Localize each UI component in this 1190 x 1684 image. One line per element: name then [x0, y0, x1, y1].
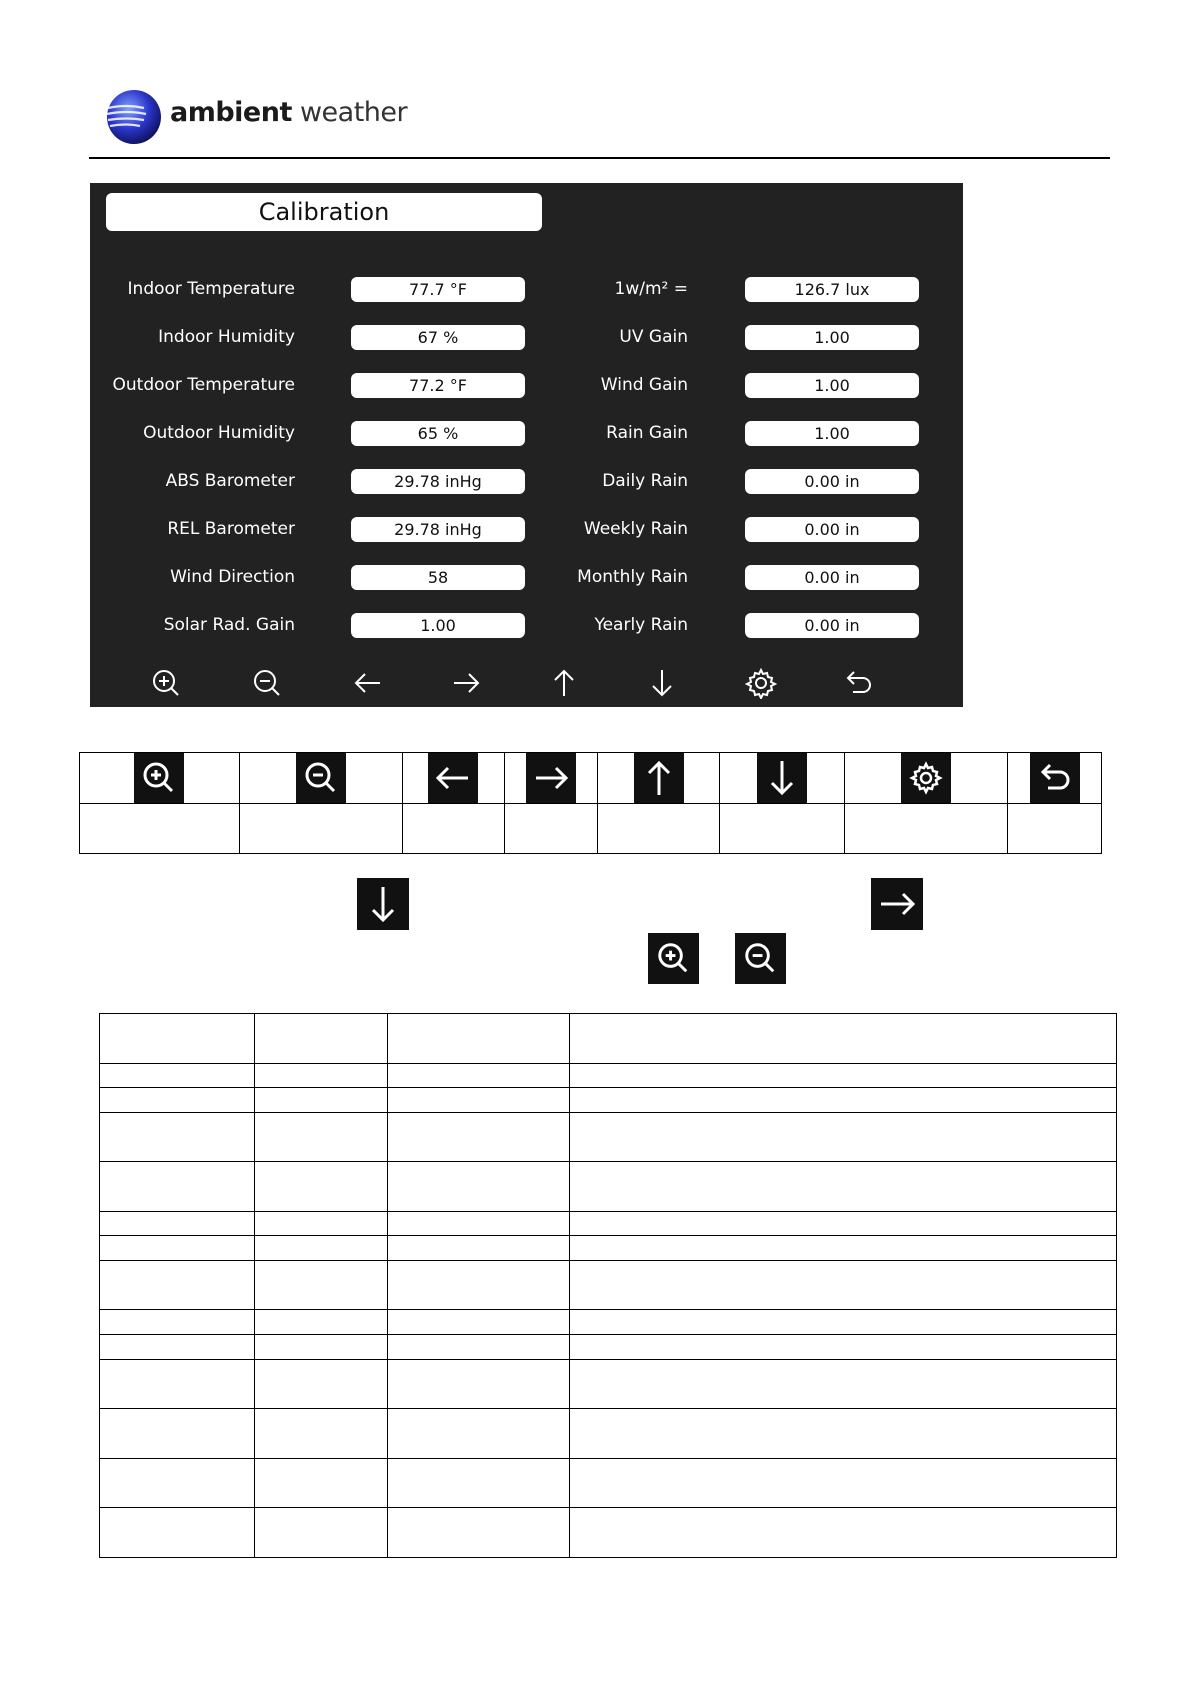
table-cell [254, 1335, 387, 1360]
outdoor-humidity-field[interactable]: 65 % [351, 421, 525, 446]
field-label: Wind Gain [600, 375, 688, 395]
table-row [100, 1064, 1117, 1088]
table-cell [100, 1162, 255, 1212]
zoom-in-icon [648, 933, 699, 984]
table-cell [387, 1335, 569, 1360]
arrow-up-icon[interactable] [547, 666, 581, 700]
table-cell [80, 804, 240, 854]
table-cell [569, 1310, 1116, 1335]
table-cell [569, 1088, 1116, 1113]
table-cell [845, 753, 1008, 804]
table-cell [254, 1212, 387, 1236]
solar-rad-gain-field[interactable]: 1.00 [351, 613, 525, 638]
table-cell [254, 1113, 387, 1162]
table-cell [239, 804, 402, 854]
table-row [100, 1459, 1117, 1508]
zoom-out-icon [296, 753, 346, 803]
table-cell [569, 1162, 1116, 1212]
table-cell [100, 1014, 255, 1064]
arrow-left-icon [428, 753, 478, 803]
table-cell [598, 753, 720, 804]
table-cell [569, 1014, 1116, 1064]
table-row [100, 1088, 1117, 1113]
table-row [100, 1360, 1117, 1409]
rain-gain-field[interactable]: 1.00 [745, 421, 919, 446]
field-label: Yearly Rain [594, 615, 688, 635]
table-cell [254, 1014, 387, 1064]
table-row [100, 1409, 1117, 1459]
table-cell [845, 804, 1008, 854]
table-row [100, 1162, 1117, 1212]
table-cell [569, 1212, 1116, 1236]
table-cell [504, 753, 598, 804]
arrow-down-icon [357, 878, 409, 930]
table-cell [504, 804, 598, 854]
table-cell [100, 1335, 255, 1360]
table-row [100, 1335, 1117, 1360]
return-icon[interactable] [842, 666, 876, 700]
table-cell [387, 1409, 569, 1459]
screen-title: Calibration [106, 193, 542, 231]
gear-icon [901, 753, 951, 803]
arrow-left-icon[interactable] [351, 666, 385, 700]
table-cell [720, 753, 845, 804]
table-cell [387, 1261, 569, 1310]
lux-conversion-field[interactable]: 126.7 lux [745, 277, 919, 302]
table-cell [387, 1310, 569, 1335]
table-row [100, 1310, 1117, 1335]
zoom-in-icon [134, 753, 184, 803]
table-cell [569, 1064, 1116, 1088]
indoor-humidity-field[interactable]: 67 % [351, 325, 525, 350]
table-row [100, 1508, 1117, 1558]
arrow-down-icon[interactable] [645, 666, 679, 700]
table-cell [100, 1409, 255, 1459]
table-cell [254, 1459, 387, 1508]
table-row [100, 1014, 1117, 1064]
field-label: Outdoor Temperature [112, 375, 295, 395]
table-cell [387, 1236, 569, 1261]
table-cell [387, 1113, 569, 1162]
table-cell [387, 1212, 569, 1236]
table-row [100, 1212, 1117, 1236]
table-cell [387, 1508, 569, 1558]
table-cell [254, 1310, 387, 1335]
table-cell [100, 1212, 255, 1236]
table-cell [254, 1508, 387, 1558]
brand-logo [102, 88, 162, 146]
table-cell [569, 1261, 1116, 1310]
table-row [100, 1113, 1117, 1162]
indoor-temperature-field[interactable]: 77.7 °F [351, 277, 525, 302]
table-cell [387, 1064, 569, 1088]
table-cell [100, 1459, 255, 1508]
table-cell [569, 1409, 1116, 1459]
table-cell [254, 1162, 387, 1212]
field-label: Solar Rad. Gain [163, 615, 295, 635]
table-cell [569, 1236, 1116, 1261]
table-cell [569, 1113, 1116, 1162]
calibration-parameters-table [99, 1013, 1117, 1558]
uv-gain-field[interactable]: 1.00 [745, 325, 919, 350]
arrow-right-icon[interactable] [449, 666, 483, 700]
rel-barometer-field[interactable]: 29.78 inHg [351, 517, 525, 542]
arrow-up-icon [634, 753, 684, 803]
table-cell [239, 753, 402, 804]
table-cell [720, 804, 845, 854]
table-cell [1008, 804, 1102, 854]
field-label: Indoor Humidity [158, 327, 295, 347]
table-cell [254, 1088, 387, 1113]
table-cell [598, 804, 720, 854]
table-cell [254, 1261, 387, 1310]
arrow-right-icon [871, 878, 923, 930]
field-label: Indoor Temperature [127, 279, 295, 299]
table-cell [569, 1508, 1116, 1558]
zoom-out-icon [735, 933, 786, 984]
daily-rain-field[interactable]: 0.00 in [745, 469, 919, 494]
zoom-in-icon[interactable] [149, 666, 183, 700]
field-label: Wind Direction [170, 567, 295, 587]
table-cell [100, 1310, 255, 1335]
field-label: ABS Barometer [165, 471, 295, 491]
yearly-rain-field[interactable]: 0.00 in [745, 613, 919, 638]
table-cell [254, 1236, 387, 1261]
field-label: UV Gain [619, 327, 688, 347]
field-label: 1w/m² = [614, 279, 688, 299]
weekly-rain-field[interactable]: 0.00 in [745, 517, 919, 542]
table-cell [100, 1508, 255, 1558]
icon-legend-table [79, 752, 1102, 854]
zoom-out-icon[interactable] [250, 666, 284, 700]
wind-direction-field[interactable]: 58 [351, 565, 525, 590]
table-cell [254, 1409, 387, 1459]
table-row [100, 1261, 1117, 1310]
brand-name: ambient weather [170, 97, 408, 128]
field-label: Outdoor Humidity [143, 423, 295, 443]
table-cell [387, 1360, 569, 1409]
field-label: REL Barometer [167, 519, 295, 539]
table-cell [254, 1064, 387, 1088]
table-cell [100, 1113, 255, 1162]
table-cell [100, 1360, 255, 1409]
table-cell [387, 1088, 569, 1113]
table-cell [80, 753, 240, 804]
table-cell [402, 753, 504, 804]
table-cell [100, 1261, 255, 1310]
gear-icon[interactable] [744, 666, 778, 700]
field-label: Monthly Rain [577, 567, 688, 587]
wind-gain-field[interactable]: 1.00 [745, 373, 919, 398]
arrow-down-icon [757, 753, 807, 803]
return-icon [1030, 753, 1080, 803]
table-cell [387, 1162, 569, 1212]
field-label: Rain Gain [606, 423, 688, 443]
table-cell [387, 1459, 569, 1508]
field-label: Daily Rain [602, 471, 688, 491]
field-label: Weekly Rain [583, 519, 688, 539]
header-divider [89, 157, 1110, 159]
outdoor-temperature-field[interactable]: 77.2 °F [351, 373, 525, 398]
table-cell [100, 1088, 255, 1113]
table-cell [254, 1360, 387, 1409]
table-cell [569, 1335, 1116, 1360]
table-cell [569, 1459, 1116, 1508]
monthly-rain-field[interactable]: 0.00 in [745, 565, 919, 590]
abs-barometer-field[interactable]: 29.78 inHg [351, 469, 525, 494]
table-cell [100, 1064, 255, 1088]
arrow-right-icon [526, 753, 576, 803]
table-cell [100, 1236, 255, 1261]
calibration-screen [90, 183, 963, 707]
table-cell [402, 804, 504, 854]
table-cell [569, 1360, 1116, 1409]
table-cell [1008, 753, 1102, 804]
table-cell [387, 1014, 569, 1064]
table-row [100, 1236, 1117, 1261]
